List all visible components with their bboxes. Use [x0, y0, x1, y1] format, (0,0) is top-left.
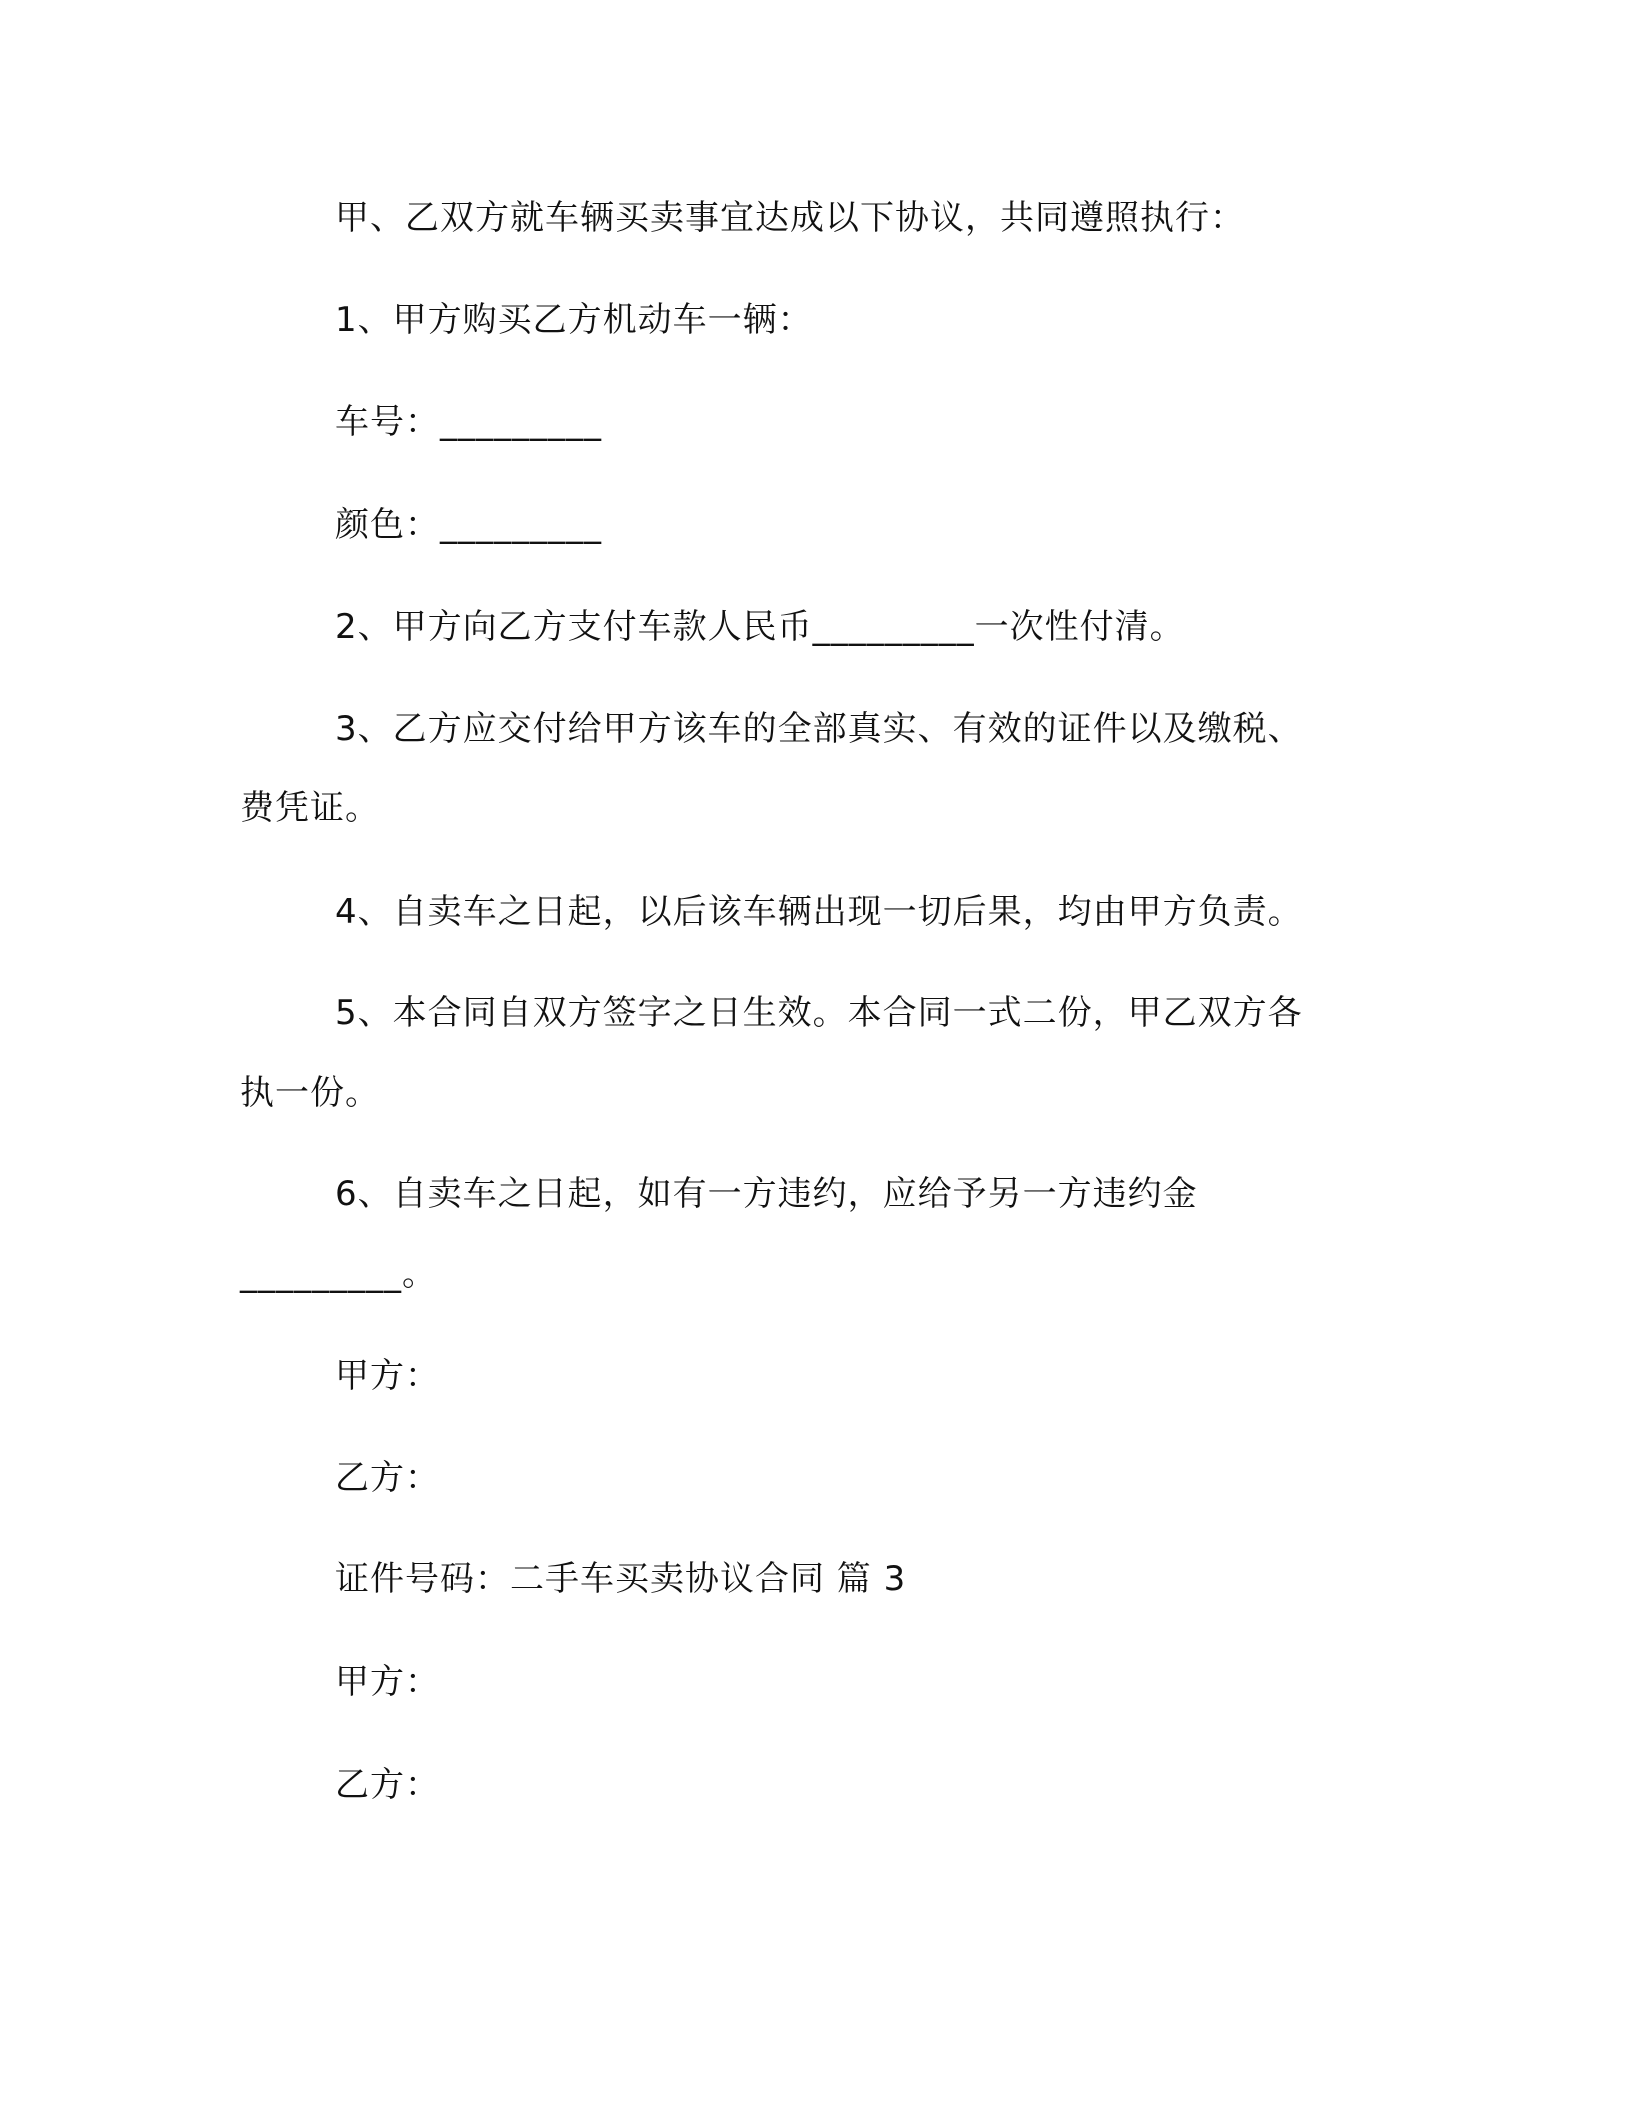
- clause-3-continued: 费凭证。: [240, 788, 380, 828]
- clause-6: 6、自卖车之日起，如有一方违约，应给予另一方违约金: [335, 1174, 1198, 1214]
- field-plate-number: 车号：_________: [335, 402, 602, 442]
- clause-5: 5、本合同自双方签字之日生效。本合同一式二份，甲乙双方各: [335, 993, 1303, 1033]
- agreement-intro: 甲、乙双方就车辆买卖事宜达成以下协议，共同遵照执行：: [335, 198, 1245, 238]
- party-a-label: 甲方：: [335, 1662, 440, 1702]
- clause-4: 4、自卖车之日起，以后该车辆出现一切后果，均由甲方负责。: [335, 892, 1303, 932]
- id-number-and-heading: 证件号码：二手车买卖协议合同 篇 3: [335, 1559, 907, 1599]
- signature-party-a: 甲方：: [335, 1356, 440, 1396]
- clause-6-continued: _________。: [240, 1254, 437, 1294]
- clause-3: 3、乙方应交付给甲方该车的全部真实、有效的证件以及缴税、: [335, 709, 1303, 749]
- clause-1: 1、甲方购买乙方机动车一辆：: [335, 300, 813, 340]
- signature-party-b: 乙方：: [335, 1458, 440, 1498]
- clause-2: 2、甲方向乙方支付车款人民币_________一次性付清。: [335, 607, 1185, 647]
- clause-5-continued: 执一份。: [240, 1073, 380, 1113]
- field-color: 颜色：_________: [335, 505, 602, 545]
- party-b-label: 乙方：: [335, 1765, 440, 1805]
